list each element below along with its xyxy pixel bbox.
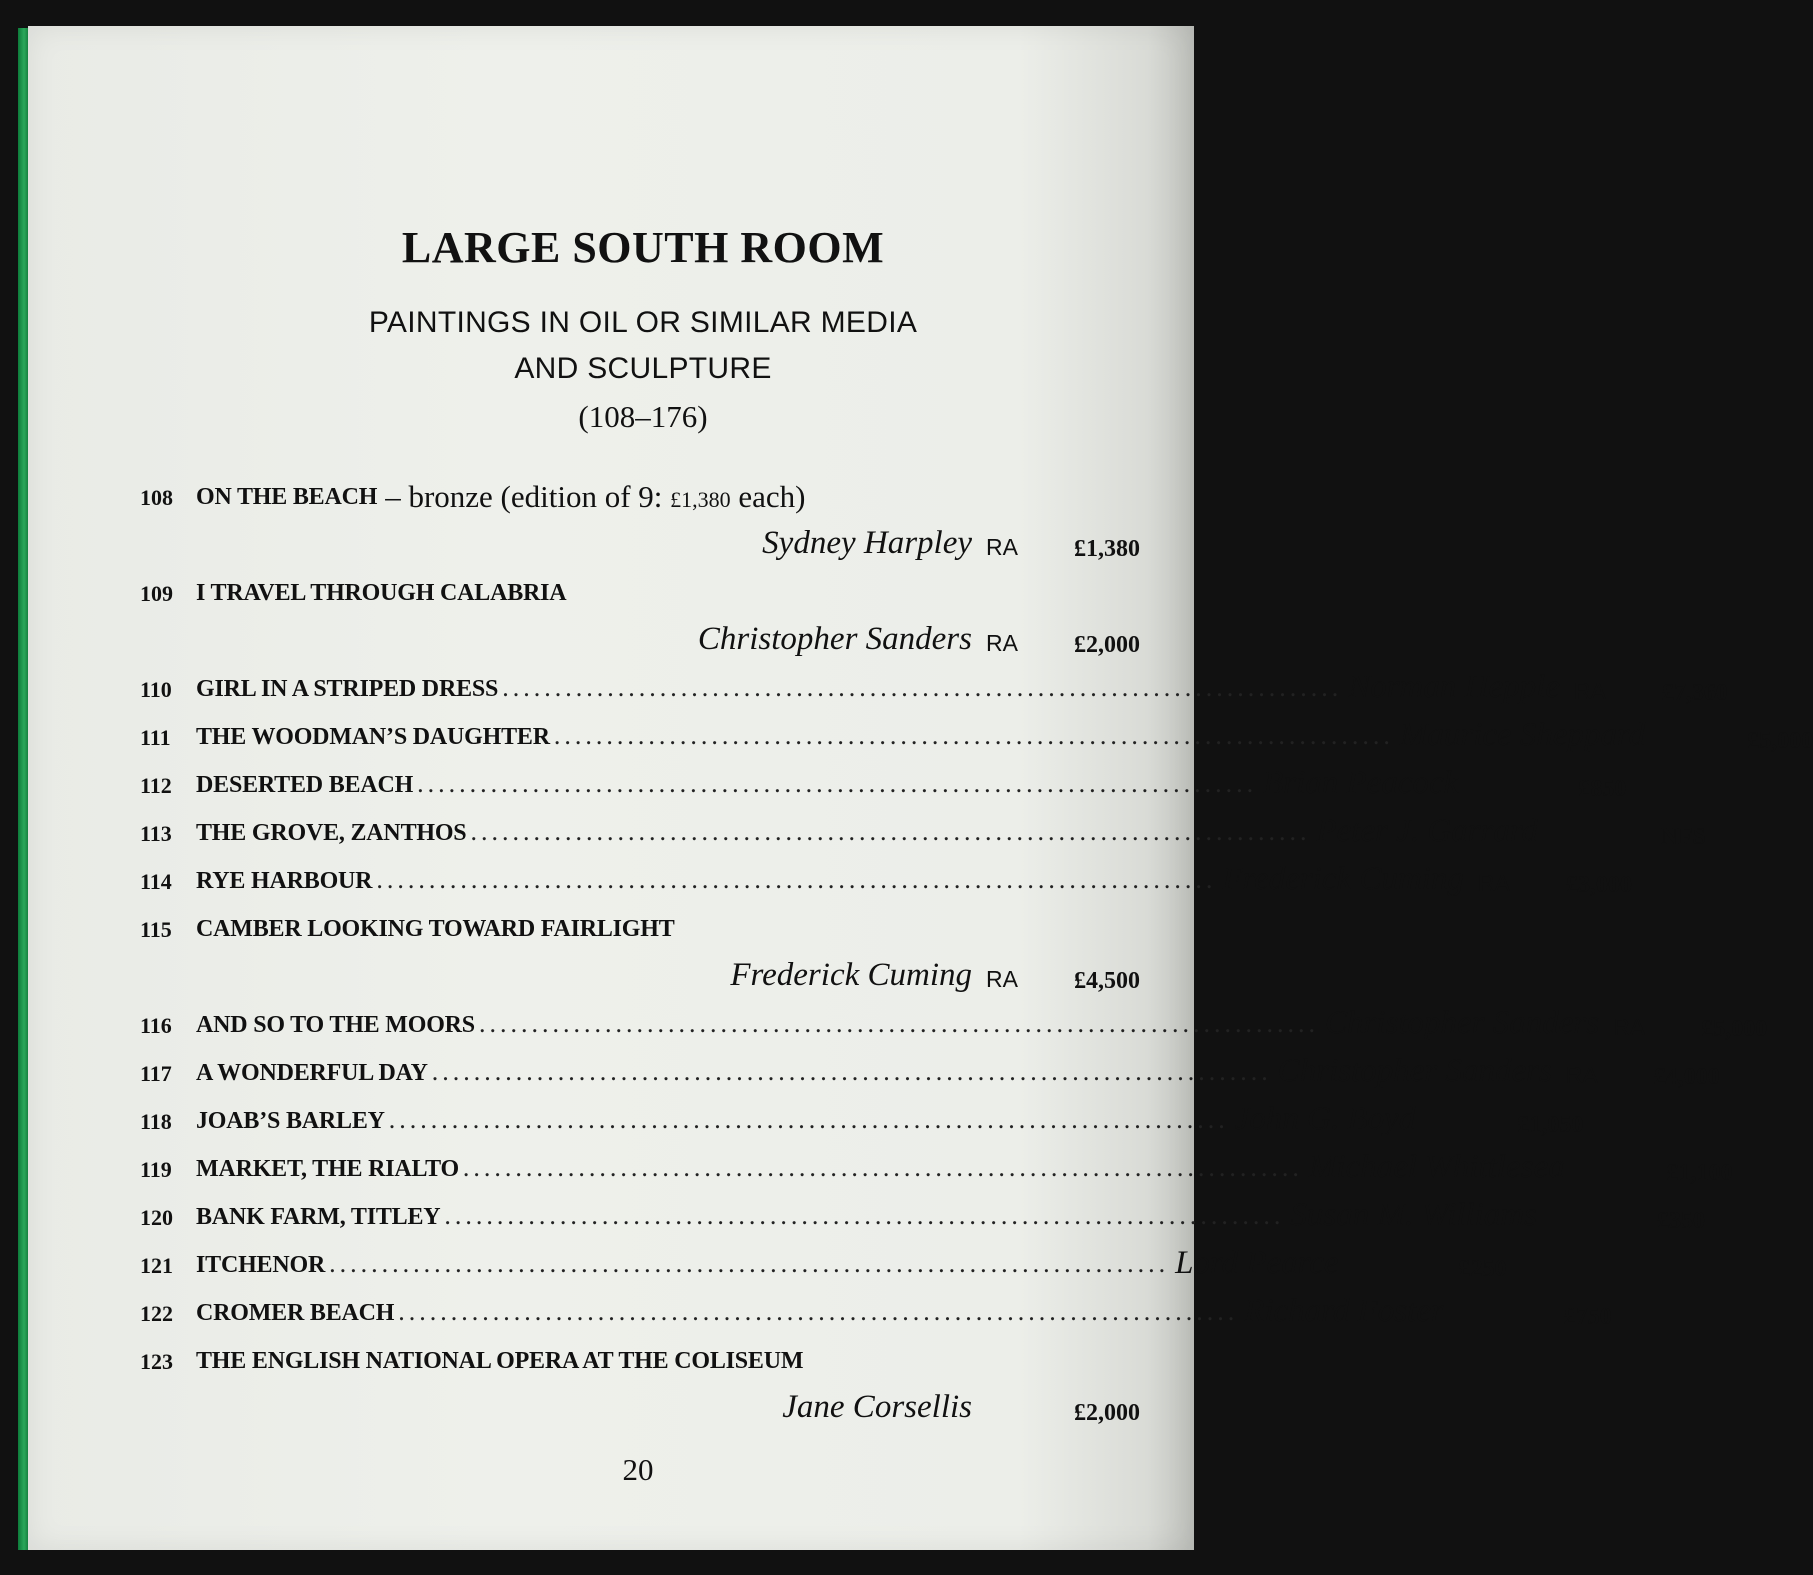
entry-price: £1,100 xyxy=(1666,1160,1733,1186)
entry-title: JOAB’S BARLEY xyxy=(196,1108,385,1134)
entry-title: CAMBER LOOKING TOWARD FAIRLIGHT xyxy=(196,916,675,942)
entry-price: £4,500 xyxy=(1074,968,1140,994)
catalogue-entry-title-row xyxy=(140,566,1140,614)
entry-number: 110 xyxy=(140,677,172,702)
entry-artist: Frederick Cuming xyxy=(1222,861,1464,897)
page-number: 20 xyxy=(622,1452,654,1487)
entry-ra-suffix xyxy=(1537,1231,1583,1238)
entry-ra-suffix: RA xyxy=(1573,678,1606,704)
entry-medium-prefix: – bronze (edition of 9: xyxy=(385,479,671,514)
entry-title: CROMER BEACH xyxy=(196,1300,395,1326)
entry-price: £1,050 xyxy=(1517,1112,1584,1138)
catalogue-entry-title-row xyxy=(140,902,1140,950)
leader-dots: ................................................................................ xyxy=(329,1249,1170,1278)
entry-ra-suffix xyxy=(1538,847,1584,854)
entry-price: £750 xyxy=(1563,1304,1612,1330)
entry-artist: Christopher Sanders xyxy=(697,621,972,657)
leader-dots: ................................................................................ xyxy=(398,1297,1239,1326)
catalogue-entries-list xyxy=(140,470,1813,1430)
leader-dots: ................................................................................ xyxy=(502,673,1343,702)
entry-artist: Frederick Cuming xyxy=(730,957,972,993)
room-subtitle-line1: PAINTINGS IN OIL OR SIMILAR MEDIA xyxy=(368,306,918,339)
entry-title: THE GROVE, ZANTHOS xyxy=(196,820,467,846)
entry-ra-suffix xyxy=(1458,799,1504,806)
entry-number: 113 xyxy=(140,821,172,846)
entry-medium-note xyxy=(385,481,805,518)
catalogue-entry-title-row xyxy=(140,1334,1140,1382)
catalogue-number-range: (108–176) xyxy=(578,399,708,434)
entry-title: THE WOODMAN’S DAUGHTER xyxy=(196,724,550,750)
entry-ra-suffix: RA xyxy=(1613,1014,1646,1040)
catalogue-entry xyxy=(140,998,1768,1046)
entry-title: DESERTED BEACH xyxy=(196,772,414,798)
entry-ra-suffix: RA xyxy=(1478,870,1510,896)
entry-price: £1,380 xyxy=(1074,536,1140,562)
entry-artist: Brian Peacock xyxy=(1263,765,1459,801)
entry-price: £5,000 xyxy=(1701,1016,1768,1042)
entry-title: A WONDERFUL DAY xyxy=(196,1060,428,1086)
entry-title: I TRAVEL THROUGH CALABRIA xyxy=(196,580,567,606)
entry-ra-suffix: RA xyxy=(986,534,1018,560)
entry-ra-suffix: RA xyxy=(1565,1062,1598,1088)
entry-number: 117 xyxy=(140,1061,172,1086)
catalogue-entry xyxy=(140,758,1627,806)
room-subtitle-line2: AND SCULPTURE xyxy=(514,352,772,385)
entry-medium-suffix: each) xyxy=(730,479,806,514)
entry-price: £5,000 xyxy=(1747,728,1813,754)
entry-artist: Maurice Sheppard xyxy=(1399,717,1646,753)
leader-dots: ................................................................................ xyxy=(553,721,1394,750)
entry-number: 121 xyxy=(140,1253,173,1278)
entry-artist: Richard Foster xyxy=(1244,1293,1444,1329)
entry-price: NFS xyxy=(1660,824,1706,850)
entry-artist: Christopher Sanders xyxy=(1324,1005,1600,1041)
leader-dots: ................................................................................ xyxy=(478,1009,1319,1038)
leader-dots: ................................................................................ xyxy=(376,865,1217,894)
entry-price: £7,360 xyxy=(1661,680,1728,706)
entry-artist: Lord Pearce xyxy=(1175,1245,1339,1281)
entry-price: £850 xyxy=(1578,776,1627,802)
entry-artist: Sydney Harpley xyxy=(762,525,972,561)
entry-price: £2,000 xyxy=(1074,1400,1140,1426)
entry-artist: Michael Whittlesea xyxy=(1308,1149,1565,1185)
entry-artist: Christopher Sanders xyxy=(1277,1053,1552,1089)
catalogue-entry xyxy=(140,1238,1507,1286)
entry-title: AND SO TO THE MOORS xyxy=(196,1012,475,1038)
entry-number: 116 xyxy=(140,1013,172,1038)
entry-title: ON THE BEACH xyxy=(196,484,378,510)
catalogue-entry-artist-row xyxy=(140,950,1140,998)
catalogue-entry xyxy=(140,1286,1612,1334)
entry-price: £250 xyxy=(1458,1256,1507,1282)
entry-number: 122 xyxy=(140,1301,173,1326)
leader-dots: ................................................................................ xyxy=(470,817,1311,846)
entry-number: 108 xyxy=(140,485,173,510)
room-title: LARGE SOUTH ROOM xyxy=(401,223,885,272)
leader-dots: ................................................................................ xyxy=(417,769,1258,798)
entry-title: BANK FARM, TITLEY xyxy=(196,1204,441,1230)
entry-artist: Jane Corsellis xyxy=(782,1389,972,1425)
catalogue-entry-artist-row xyxy=(140,614,1140,662)
leader-dots: ................................................................................ xyxy=(388,1105,1229,1134)
entry-price: £2,000 xyxy=(1074,632,1140,658)
catalogue-entry-artist-row xyxy=(140,518,1140,566)
leader-dots: ................................................................................ xyxy=(444,1201,1285,1230)
entry-number: 111 xyxy=(140,725,171,750)
entry-number: 115 xyxy=(140,917,172,942)
entry-number: 119 xyxy=(140,1157,172,1182)
leader-dots: ................................................................................ xyxy=(431,1057,1272,1086)
entry-edition-price: £1,380 xyxy=(670,487,731,512)
catalogue-entry xyxy=(140,1190,1706,1238)
catalogue-entry-title-row xyxy=(140,470,1140,518)
entry-ra-suffix xyxy=(1444,1327,1490,1334)
entry-title: THE ENGLISH NATIONAL OPERA AT THE COLISEUM xyxy=(196,1348,804,1374)
entry-number: 109 xyxy=(140,581,173,606)
entry-number: 114 xyxy=(140,869,172,894)
entry-price: £350 xyxy=(1657,1208,1706,1234)
entry-ra-suffix xyxy=(1415,1135,1461,1142)
entry-title: RYE HARBOUR xyxy=(196,868,373,894)
entry-artist: John G. Boyd xyxy=(1234,1101,1416,1137)
catalogue-entry xyxy=(140,806,1706,854)
catalogue-entry xyxy=(140,1094,1584,1142)
entry-artist: Peter J. Garrard xyxy=(1316,813,1538,849)
entry-ra-suffix xyxy=(972,1423,1018,1430)
entry-artist: Norman Hepple xyxy=(1348,669,1560,705)
entry-price: £4,000 xyxy=(1653,1064,1720,1090)
entry-title: ITCHENOR xyxy=(196,1252,326,1278)
catalogue-entry xyxy=(140,662,1728,710)
entry-number: 118 xyxy=(140,1109,172,1134)
entry-ra-suffix xyxy=(1645,751,1691,758)
catalogue-entry-artist-row xyxy=(140,1382,1140,1430)
entry-number: 123 xyxy=(140,1349,173,1374)
entry-title: GIRL IN A STRIPED DRESS xyxy=(196,676,499,702)
entry-ra-suffix xyxy=(1339,1279,1385,1286)
entry-price: £3,000 xyxy=(1565,872,1632,898)
entry-number: 112 xyxy=(140,773,172,798)
entry-title: MARKET, THE RIALTO xyxy=(196,1156,459,1182)
catalogue-page xyxy=(28,26,1813,1550)
entry-ra-suffix: RA xyxy=(986,630,1018,656)
catalogue-entry xyxy=(140,1142,1733,1190)
entry-ra-suffix: RA xyxy=(986,966,1018,992)
catalogue-entry xyxy=(140,710,1813,758)
entry-artist: Susan M. Williams xyxy=(1290,1197,1538,1233)
catalogue-entry xyxy=(140,1046,1720,1094)
entry-number: 120 xyxy=(140,1205,173,1230)
catalogue-entry xyxy=(140,854,1632,902)
entry-ra-suffix xyxy=(1565,1183,1611,1190)
leader-dots: ................................................................................ xyxy=(462,1153,1303,1182)
